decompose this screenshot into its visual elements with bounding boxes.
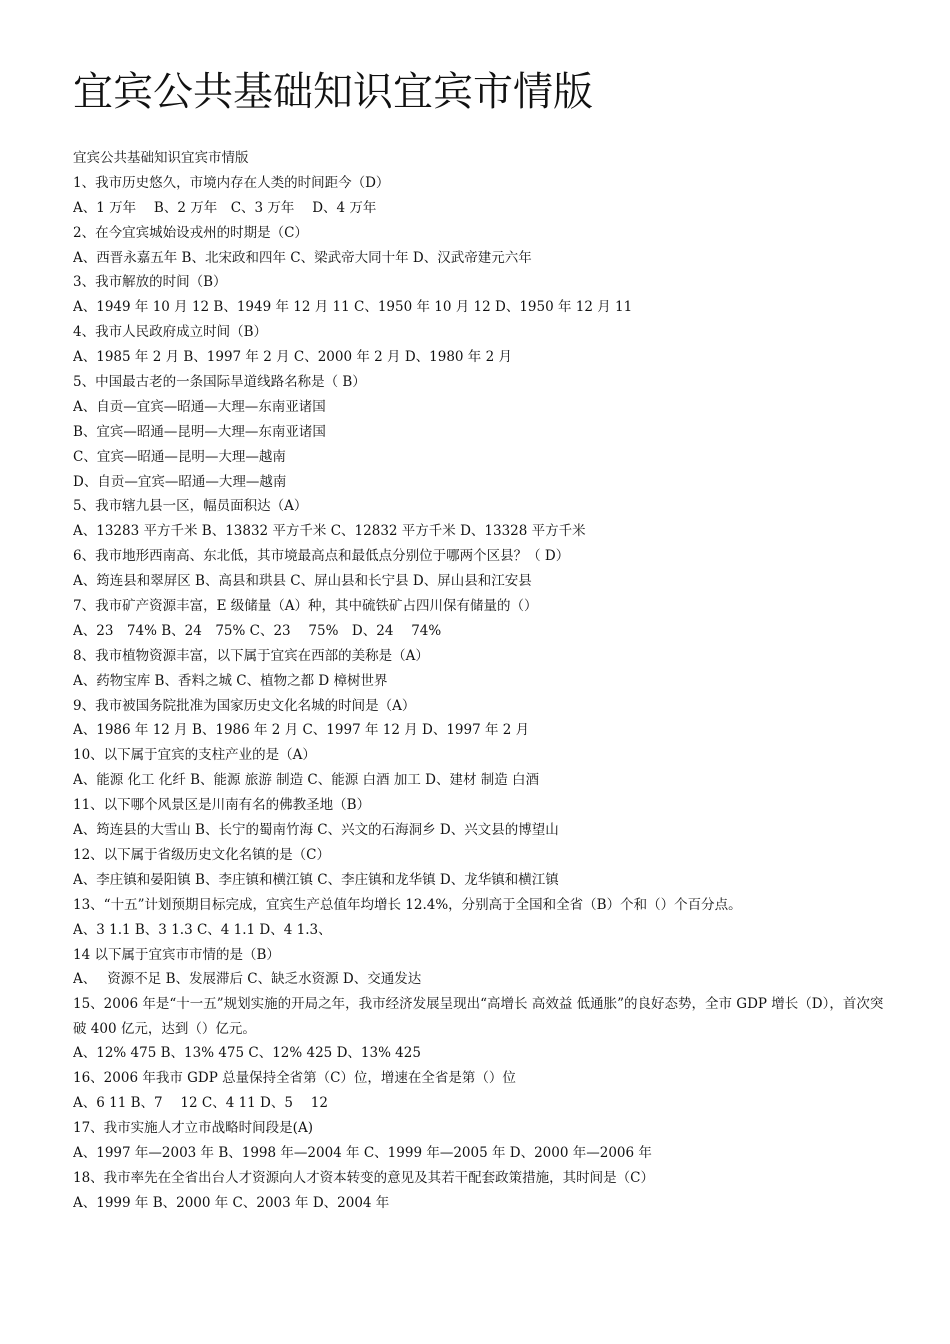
question-15: 15、2006 年是“十一五”规划实施的开局之年，我市经济发展呈现出“高增长 高效益 低通胀”的良好态势，全市 GDP 增长（D），首次突破 400 亿元，达到（）亿元。 — [73, 996, 884, 1037]
question-6: 6、我市地形西南高、东北低，其市境最高点和最低点分别位于哪两个区县？（ D） — [73, 548, 570, 565]
option-5a-b: B、宜宾—昭通—昆明—大理—东南亚诸国 — [73, 423, 326, 440]
question-18: 18、我市率先在全省出台人才资源向人才资本转变的意见及其若干配套政策措施，其时间是（C） — [73, 1169, 655, 1186]
option-5a-c: C、宜宾—昭通—昆明—大理—越南 — [73, 448, 286, 465]
question-8: 8、我市植物资源丰富，以下属于宜宾在西部的美称是（A） — [73, 647, 429, 664]
question-3: 3、我市解放的时间（B） — [73, 274, 227, 291]
question-5b: 5、我市辖九县一区，幅员面积达（A） — [73, 498, 308, 515]
question-2: 2、在今宜宾城始设戎州的时期是（C） — [73, 224, 308, 241]
question-17: 17、我市实施人才立市战略时间段是(A) — [73, 1119, 313, 1136]
question-5a: 5、中国最古老的一条国际旱道线路名称是（ B） — [73, 374, 366, 391]
question-1: 1、我市历史悠久，市境内存在人类的时间距今（D） — [73, 174, 390, 191]
question-16: 16、2006 年我市 GDP 总量保持全省第（C）位，增速在全省是第（）位 — [73, 1070, 516, 1087]
options-13: A、3 1.1 B、3 1.3 C、4 1.1 D、4 1.3、 — [73, 921, 332, 938]
options-12: A、李庄镇和晏阳镇 B、李庄镇和横江镇 C、李庄镇和龙华镇 D、龙华镇和横江镇 — [73, 871, 559, 888]
options-2: A、西晋永嘉五年 B、北宋政和四年 C、梁武帝大同十年 D、汉武帝建元六年 — [73, 249, 532, 266]
subtitle-line: 宜宾公共基础知识宜宾市情版 — [73, 150, 249, 166]
options-1: A、1 万年 B、2 万年 C、3 万年 D、4 万年 — [73, 199, 377, 216]
options-14: A、 资源不足 B、发展滞后 C、缺乏水资源 D、交通发达 — [73, 971, 422, 988]
question-13: 13、“十五”计划预期目标完成，宜宾生产总值年均增长 12.4%，分别高于全国和全省（B）个和（）个百分点。 — [73, 896, 742, 913]
question-10: 10、以下属于宜宾的支柱产业的是（A） — [73, 747, 316, 764]
option-5a-d: D、自贡—宜宾—昭通—大理—越南 — [73, 473, 287, 490]
question-11: 11、以下哪个风景区是川南有名的佛教圣地（B） — [73, 797, 371, 814]
options-11: A、筠连县的大雪山 B、长宁的蜀南竹海 C、兴文的石海洞乡 D、兴文县的博望山 — [73, 822, 559, 839]
options-18: A、1999 年 B、2000 年 C、2003 年 D、2004 年 — [73, 1194, 390, 1211]
options-15: A、12% 475 B、13% 475 C、12% 425 D、13% 425 — [73, 1045, 421, 1062]
options-17: A、1997 年—2003 年 B、1998 年—2004 年 C、1999 年—2005 年 D、2000 年—2006 年 — [73, 1144, 652, 1161]
option-5a-a: A、自贡—宜宾—昭通—大理—东南亚诸国 — [73, 398, 326, 415]
question-12: 12、以下属于省级历史文化名镇的是（C） — [73, 846, 331, 863]
options-10: A、能源 化工 化纤 B、能源 旅游 制造 C、能源 白酒 加工 D、建材 制造 白酒 — [73, 772, 540, 789]
options-8: A、药物宝库 B、香料之城 C、植物之都 D 樟树世界 — [73, 672, 388, 689]
document-title: 宜宾公共基础知识宜宾市情版 — [73, 69, 593, 115]
question-14: 14 以下属于宜宾市市情的是（B） — [73, 946, 280, 963]
options-7: A、23 74% B、24 75% C、23 75% D、24 74% — [73, 622, 442, 639]
question-4: 4、我市人民政府成立时间（B） — [73, 324, 268, 341]
options-5b: A、13283 平方千米 B、13832 平方千米 C、12832 平方千米 D、13328 平方千米 — [73, 523, 586, 540]
document-page — [73, 60, 903, 1216]
options-3: A、1949 年 10 月 12 B、1949 年 12 月 11 C、1950 年 10 月 12 D、1950 年 12 月 11 — [73, 299, 633, 316]
question-9: 9、我市被国务院批准为国家历史文化名城的时间是（A） — [73, 697, 416, 714]
options-16: A、6 11 B、7 12 C、4 11 D、5 12 — [73, 1095, 328, 1112]
question-7: 7、我市矿产资源丰富，E 级储量（A）种，其中硫铁矿占四川保有储量的（） — [73, 598, 538, 615]
options-6: A、筠连县和翠屏区 B、高县和珙县 C、屏山县和长宁县 D、屏山县和江安县 — [73, 573, 532, 590]
options-4: A、1985 年 2 月 B、1997 年 2 月 C、2000 年 2 月 D、1980 年 2 月 — [73, 349, 512, 366]
document-body — [73, 146, 903, 1216]
options-9: A、1986 年 12 月 B、1986 年 2 月 C、1997 年 12 月 D、1997 年 2 月 — [73, 722, 530, 739]
